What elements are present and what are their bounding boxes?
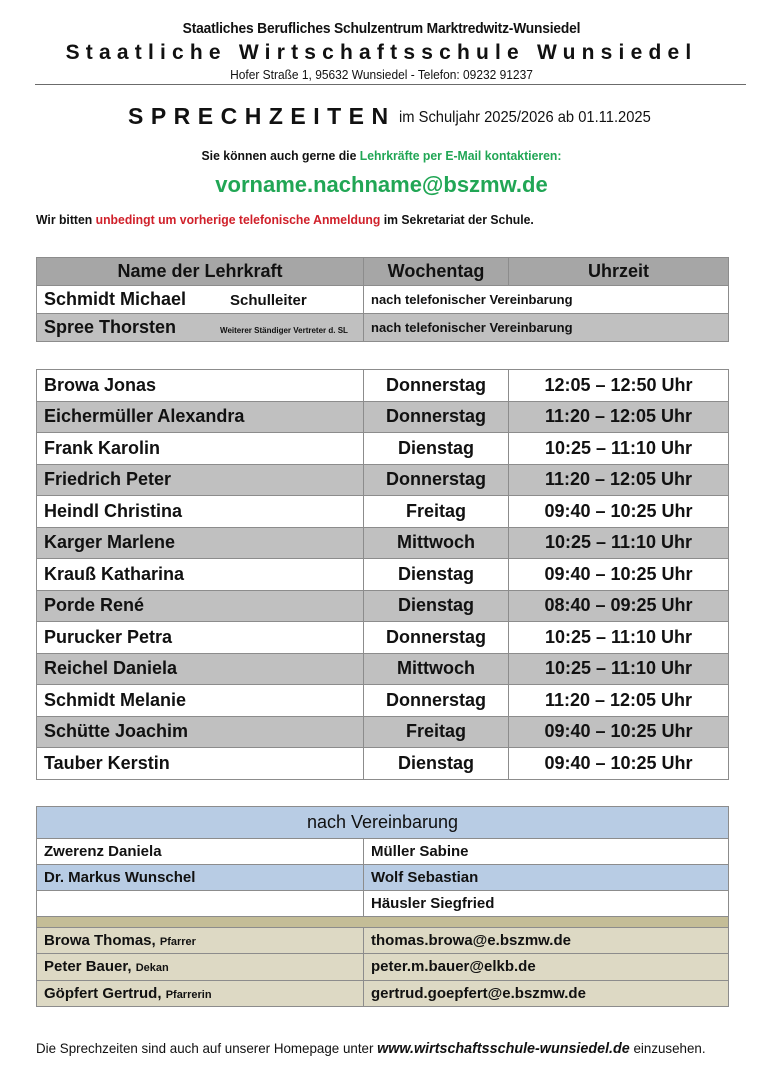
arrangement-name: Müller Sabine (364, 839, 729, 865)
weekday: Freitag (364, 716, 509, 748)
arrangement-name: Zwerenz Daniela (37, 839, 364, 865)
clergy-name: Göpfert Gertrud, (44, 984, 162, 1002)
leadership-table (36, 257, 729, 342)
weekday: Dienstag (364, 590, 509, 622)
schedule-row (37, 716, 729, 748)
teacher-name: Heindl Christina (37, 496, 364, 528)
schedule-row (37, 527, 729, 559)
schedule-table (36, 369, 729, 780)
schedule-row (37, 370, 729, 402)
column-header-name: Name der Lehrkraft (37, 258, 364, 286)
arrangement-row (37, 891, 729, 917)
time-slot: 10:25 – 11:10 Uhr (509, 527, 729, 559)
weekday: Freitag (364, 496, 509, 528)
arrangement-row (37, 865, 729, 891)
schedule-row (37, 590, 729, 622)
teacher-name: Eichermüller Alexandra (37, 401, 364, 433)
email-note (23, 148, 740, 163)
teacher-name: Browa Jonas (37, 370, 364, 402)
teacher-name: Reichel Daniela (37, 653, 364, 685)
teacher-name: Tauber Kerstin (37, 748, 364, 780)
schedule-row (37, 433, 729, 465)
clergy-separator (37, 917, 729, 928)
teacher-name: Krauß Katharina (37, 559, 364, 591)
clergy-row (37, 980, 729, 1006)
weekday: Mittwoch (364, 527, 509, 559)
header-divider (35, 84, 746, 85)
schedule-row (37, 401, 729, 433)
schedule-row (37, 685, 729, 717)
column-header-day: Wochentag (364, 258, 509, 286)
notice-highlight: unbedingt um vorherige telefonische Anmeldung (95, 212, 381, 227)
weekday: Donnerstag (364, 622, 509, 654)
by-arrangement-table (36, 806, 729, 1007)
clergy-row (37, 954, 729, 980)
school-name: Staatliche Wirtschaftsschule Wunsiedel (65, 41, 698, 64)
arrangement-name: Dr. Markus Wunschel (37, 865, 364, 891)
schedule-row (37, 559, 729, 591)
teacher-name: Schmidt Melanie (37, 685, 364, 717)
footer-prefix: Die Sprechzeiten sind auch auf unserer Homepage unter (36, 1040, 378, 1056)
page-title: SPRECHZEITEN (128, 103, 396, 129)
time-slot: 10:25 – 11:10 Uhr (509, 433, 729, 465)
arrangement-name: Häusler Siegfried (364, 891, 729, 917)
schedule-row (37, 622, 729, 654)
homepage-link[interactable]: www.wirtschaftsschule-wunsiedel.de (377, 1040, 630, 1057)
schedule-row (37, 496, 729, 528)
clergy-title: Pfarrerin (165, 988, 212, 1001)
weekday: Dienstag (364, 748, 509, 780)
organization-name: Staatliches Berufliches Schulzentrum Marktredwitz-Wunsiedel (182, 20, 581, 37)
page-subtitle: im Schuljahr 2025/2026 ab 01.11.2025 (399, 109, 651, 126)
time-slot: 10:25 – 11:10 Uhr (509, 653, 729, 685)
separator-cell (37, 917, 729, 928)
schedule-row (37, 653, 729, 685)
weekday: Mittwoch (364, 653, 509, 685)
clergy-title: Pfarrer (159, 936, 196, 949)
clergy-name-cell (37, 954, 364, 980)
teacher-name: Karger Marlene (37, 527, 364, 559)
time-slot: 11:20 – 12:05 Uhr (509, 685, 729, 717)
by-arrangement-header: nach Vereinbarung (37, 807, 729, 839)
clergy-email[interactable]: peter.m.bauer@elkb.de (364, 954, 729, 980)
weekday: Dienstag (364, 433, 509, 465)
weekday: Donnerstag (364, 464, 509, 496)
email-pattern: vorname.nachname@bszmw.de (215, 172, 548, 197)
clergy-title: Dekan (135, 962, 169, 975)
arrangement-name (37, 891, 364, 917)
teacher-name: Purucker Petra (37, 622, 364, 654)
leader-role: Weiterer Ständiger Vertreter d. SL (220, 326, 348, 335)
time-slot: 10:25 – 11:10 Uhr (509, 622, 729, 654)
leadership-name-cell (37, 286, 364, 314)
clergy-name: Peter Bauer, (44, 958, 132, 976)
clergy-name-cell (37, 928, 364, 954)
leader-name: Schmidt Michael (44, 289, 187, 309)
leader-role: Schulleiter (230, 292, 307, 309)
leadership-header-row (37, 258, 729, 286)
teacher-name: Frank Karolin (37, 433, 364, 465)
clergy-row (37, 928, 729, 954)
time-slot: 11:20 – 12:05 Uhr (509, 464, 729, 496)
arrangement-row (37, 839, 729, 865)
arrangement-name: Wolf Sebastian (364, 865, 729, 891)
leadership-name-cell (37, 314, 364, 342)
footer-suffix: einzusehen. (629, 1040, 706, 1056)
column-header-time: Uhrzeit (509, 258, 729, 286)
clergy-email[interactable]: thomas.browa@e.bszmw.de (364, 928, 729, 954)
weekday: Donnerstag (364, 370, 509, 402)
time-slot: 09:40 – 10:25 Uhr (509, 559, 729, 591)
leader-availability: nach telefonischer Vereinbarung (364, 286, 729, 314)
email-note-prefix: Sie können auch gerne die (201, 148, 360, 163)
notice-prefix: Wir bitten (36, 212, 96, 227)
time-slot: 11:20 – 12:05 Uhr (509, 401, 729, 433)
leadership-row (37, 286, 729, 314)
email-note-highlight: Lehrkräfte per E-Mail kontaktieren: (359, 148, 562, 163)
clergy-name-cell (37, 980, 364, 1006)
schedule-row (37, 748, 729, 780)
leader-availability: nach telefonischer Vereinbarung (364, 314, 729, 342)
appointment-notice (36, 212, 534, 227)
schedule-row (37, 464, 729, 496)
time-slot: 09:40 – 10:25 Uhr (509, 716, 729, 748)
time-slot: 12:05 – 12:50 Uhr (509, 370, 729, 402)
leadership-row (37, 314, 729, 342)
teacher-name: Schütte Joachim (37, 716, 364, 748)
teacher-name: Friedrich Peter (37, 464, 364, 496)
school-address: Hofer Straße 1, 95632 Wunsiedel - Telefon: 09232 91237 (230, 67, 533, 82)
weekday: Donnerstag (364, 401, 509, 433)
by-arrangement-header-row (37, 807, 729, 839)
clergy-name: Browa Thomas, (44, 932, 156, 950)
weekday: Donnerstag (364, 685, 509, 717)
footer-note (36, 1040, 706, 1057)
notice-suffix: im Sekretariat der Schule. (380, 212, 534, 227)
time-slot: 09:40 – 10:25 Uhr (509, 496, 729, 528)
teacher-name: Porde René (37, 590, 364, 622)
leader-name: Spree Thorsten (44, 317, 177, 337)
time-slot: 08:40 – 09:25 Uhr (509, 590, 729, 622)
weekday: Dienstag (364, 559, 509, 591)
time-slot: 09:40 – 10:25 Uhr (509, 748, 729, 780)
clergy-email[interactable]: gertrud.goepfert@e.bszmw.de (364, 980, 729, 1006)
